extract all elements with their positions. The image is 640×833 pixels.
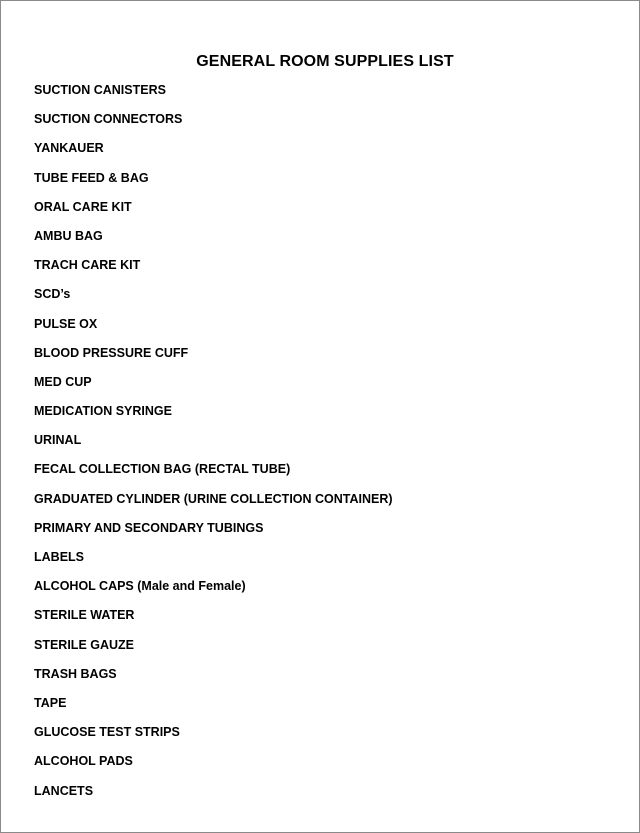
supplies-list bbox=[34, 82, 393, 812]
supply-item: AMBU BAG bbox=[34, 228, 103, 243]
supply-item: PULSE OX bbox=[34, 316, 98, 331]
supply-item: FECAL COLLECTION BAG (RECTAL TUBE) bbox=[34, 462, 291, 477]
supply-item: GRADUATED CYLINDER (URINE COLLECTION CONTAINER) bbox=[34, 491, 393, 506]
supply-item: ALCOHOL PADS bbox=[34, 754, 133, 769]
supply-item: LANCETS bbox=[34, 783, 94, 798]
supply-item: TRACH CARE KIT bbox=[34, 258, 141, 273]
supply-item: MED CUP bbox=[34, 374, 92, 389]
supply-item: ALCOHOL CAPS (Male and Female) bbox=[34, 579, 246, 594]
supply-item: TUBE FEED & BAG bbox=[34, 170, 149, 185]
supply-item: STERILE WATER bbox=[34, 608, 135, 623]
supply-item: BLOOD PRESSURE CUFF bbox=[34, 345, 189, 360]
supply-item: STERILE GAUZE bbox=[34, 637, 135, 652]
supply-item: YANKAUER bbox=[34, 141, 104, 156]
supply-item: LABELS bbox=[34, 550, 84, 564]
supply-item: SUCTION CANISTERS bbox=[34, 83, 166, 97]
document-title: GENERAL ROOM SUPPLIES LIST bbox=[196, 53, 454, 70]
supply-item: SUCTION CONNECTORS bbox=[34, 112, 183, 127]
supply-item: MEDICATION SYRINGE bbox=[34, 404, 172, 419]
supply-item: SCD’s bbox=[34, 287, 71, 302]
supply-item: TRASH BAGS bbox=[34, 666, 117, 681]
supply-item: PRIMARY AND SECONDARY TUBINGS bbox=[34, 520, 264, 535]
supply-item: GLUCOSE TEST STRIPS bbox=[34, 725, 180, 740]
supply-item: ORAL CARE KIT bbox=[34, 199, 132, 214]
supply-item: TAPE bbox=[34, 695, 67, 710]
supply-item: URINAL bbox=[34, 433, 82, 448]
